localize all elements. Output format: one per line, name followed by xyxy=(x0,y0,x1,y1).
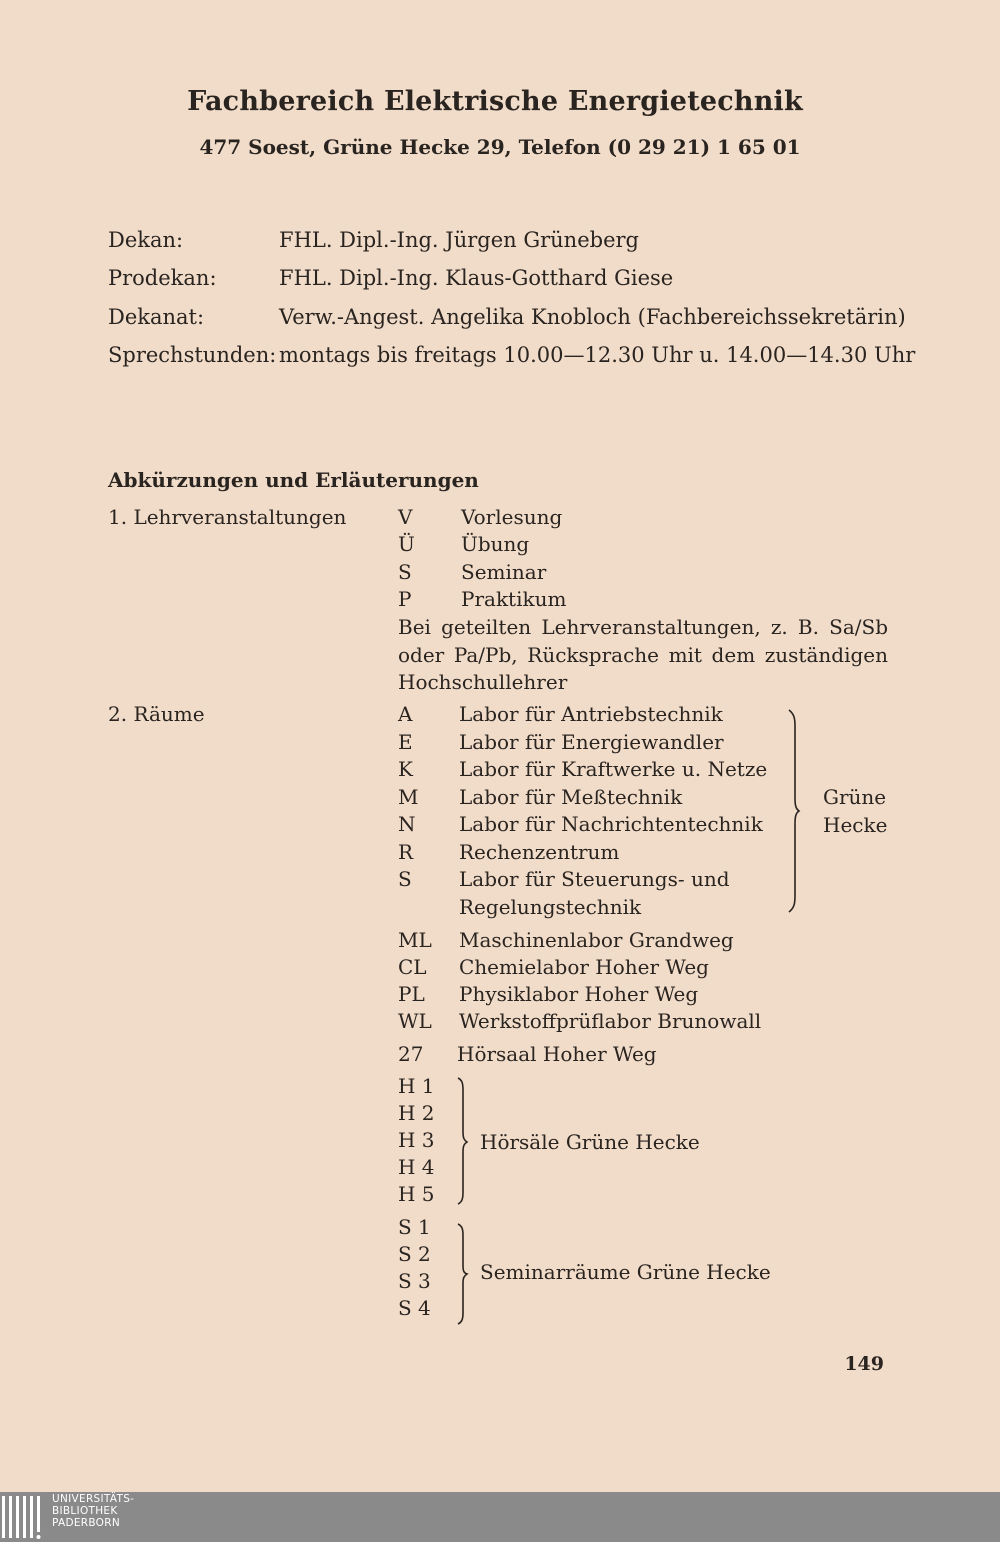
staff-value-sprechstunden: montags bis freitags 10.00—12.30 Uhr u. 14.00—14.30 Uhr xyxy=(279,343,916,367)
seminar-room-code: S 2 xyxy=(398,1242,431,1266)
labs-location-label-line1: Grüne xyxy=(823,785,887,809)
address-line: 477 Soest, Grüne Hecke 29, Telefon (0 29 21) 1 65 01 xyxy=(199,135,801,159)
seminars-brace xyxy=(455,1222,471,1326)
halls-brace xyxy=(455,1076,471,1206)
staff-value-dekanat: Verw.-Angest. Angelika Knobloch (Fachbereichssekretärin) xyxy=(279,305,906,329)
room-code: ML xyxy=(398,928,432,952)
room-description: Chemielabor Hoher Weg xyxy=(459,955,709,979)
room-description: Labor für Meßtechnik xyxy=(459,785,683,809)
room-code: WL xyxy=(398,1009,432,1033)
room-description: Physiklabor Hoher Weg xyxy=(459,982,699,1006)
room-description: Regelungstechnik xyxy=(459,895,642,919)
section-lehrveranstaltungen-title: 1. Lehrveranstaltungen xyxy=(108,505,347,529)
library-logo-text: UNIVERSITÄTS- BIBLIOTHEK PADERBORN xyxy=(52,1493,135,1529)
seminar-room-code: S 4 xyxy=(398,1296,431,1320)
labs-location-label-line2: Hecke xyxy=(823,813,888,837)
code-description: Übung xyxy=(461,532,530,556)
room-code: N xyxy=(398,812,416,836)
room-description: Labor für Steuerungs- und xyxy=(459,867,730,891)
hall-code: H 2 xyxy=(398,1101,435,1125)
seminar-room-code: S 1 xyxy=(398,1215,431,1239)
seminars-label: Seminarräume Grüne Hecke xyxy=(480,1260,771,1284)
room-code: R xyxy=(398,840,414,864)
hall-code: H 5 xyxy=(398,1182,435,1206)
room-description: Hörsaal Hoher Weg xyxy=(457,1042,657,1066)
room-description: Rechenzentrum xyxy=(459,840,620,864)
room-description: Maschinenlabor Grandweg xyxy=(459,928,734,952)
code-item: Ü xyxy=(398,532,415,556)
staff-value-dekan: FHL. Dipl.-Ing. Jürgen Grüneberg xyxy=(279,228,639,252)
hall-code: H 4 xyxy=(398,1155,435,1179)
code-item: P xyxy=(398,587,412,611)
room-description: Labor für Kraftwerke u. Netze xyxy=(459,757,768,781)
code-description: Praktikum xyxy=(461,587,567,611)
room-description: Labor für Antriebstechnik xyxy=(459,702,723,726)
code-item: S xyxy=(398,560,412,584)
split-course-note: Bei geteilten Lehrveranstaltungen, z. B. Sa/Sb oder Pa/Pb, Rücksprache mit dem zuständigen Hochschullehrer xyxy=(398,615,888,694)
library-logo-icon xyxy=(0,1492,48,1542)
room-code: A xyxy=(398,702,413,726)
page-title: Fachbereich Elektrische Energietechnik xyxy=(187,86,803,117)
room-code: M xyxy=(398,785,419,809)
room-description: Labor für Energiewandler xyxy=(459,730,724,754)
staff-label-sprechstunden: Sprechstunden: xyxy=(108,343,277,367)
room-code: CL xyxy=(398,955,427,979)
room-code: 27 xyxy=(398,1042,424,1066)
staff-label-dekanat: Dekanat: xyxy=(108,305,205,329)
hall-code: H 1 xyxy=(398,1074,435,1098)
section-raeume-title: 2. Räume xyxy=(108,702,205,726)
room-code: K xyxy=(398,757,413,781)
page-number: 149 xyxy=(844,1353,884,1375)
room-code: PL xyxy=(398,982,425,1006)
room-code: E xyxy=(398,730,413,754)
room-description: Werkstoffprüflabor Brunowall xyxy=(459,1009,762,1033)
staff-label-dekan: Dekan: xyxy=(108,228,184,252)
halls-label: Hörsäle Grüne Hecke xyxy=(480,1130,700,1154)
abbreviations-heading: Abkürzungen und Erläuterungen xyxy=(108,468,479,492)
hall-code: H 3 xyxy=(398,1128,435,1152)
code-description: Vorlesung xyxy=(461,505,563,529)
room-code: S xyxy=(398,867,412,891)
labs-brace xyxy=(786,708,802,914)
seminar-room-code: S 3 xyxy=(398,1269,431,1293)
library-footer-bar xyxy=(0,1492,1000,1542)
code-description: Seminar xyxy=(461,560,547,584)
staff-label-prodekan: Prodekan: xyxy=(108,266,217,290)
code-item: V xyxy=(398,505,413,529)
room-description: Labor für Nachrichtentechnik xyxy=(459,812,763,836)
staff-value-prodekan: FHL. Dipl.-Ing. Klaus-Gotthard Giese xyxy=(279,266,674,290)
